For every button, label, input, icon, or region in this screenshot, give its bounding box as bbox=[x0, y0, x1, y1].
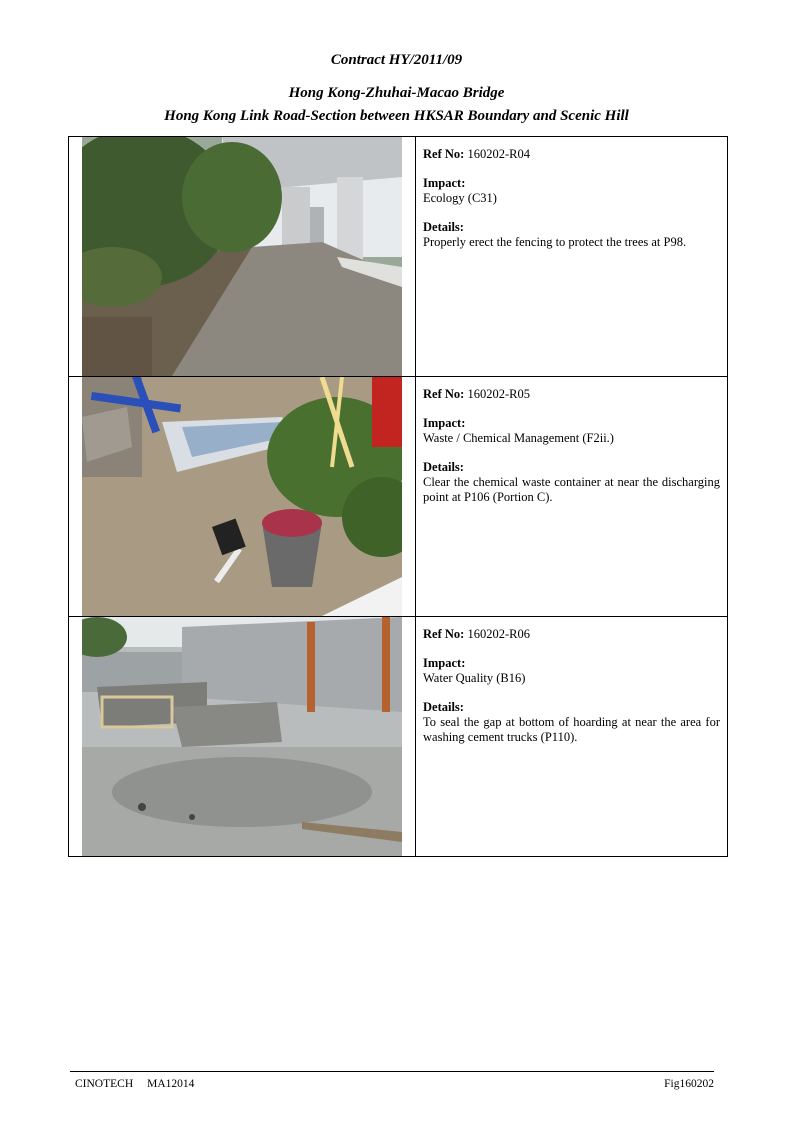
contract-title: Contract HY/2011/09 bbox=[330, 52, 463, 68]
section-title: Hong Kong Link Road-Section between HKSAR Boundary and Scenic Hill bbox=[164, 108, 629, 124]
impact-label: Impact: bbox=[423, 176, 466, 190]
photo-cell bbox=[69, 137, 416, 377]
details-label: Details: bbox=[423, 700, 464, 714]
info-cell bbox=[416, 137, 728, 377]
details-value: Properly erect the fencing to protect the trees at P98. bbox=[423, 235, 687, 249]
footer-divider bbox=[70, 1071, 714, 1072]
project-title: Hong Kong-Zhuhai-Macao Bridge bbox=[288, 85, 505, 101]
ref-label: Ref No: bbox=[423, 147, 465, 161]
site-photo-viaduct-trees bbox=[82, 137, 402, 376]
impact-value: Water Quality (B16) bbox=[423, 671, 526, 685]
footer-left bbox=[75, 1078, 194, 1090]
ref-value: 160202-R06 bbox=[467, 627, 530, 641]
impact-value: Waste / Chemical Management (F2ii.) bbox=[423, 431, 614, 445]
info-cell bbox=[416, 377, 728, 617]
table-row bbox=[69, 617, 728, 857]
site-photo-hoarding-gap bbox=[82, 617, 402, 856]
ref-label: Ref No: bbox=[423, 627, 465, 641]
observation-table bbox=[68, 136, 728, 857]
footer-doc: MA12014 bbox=[147, 1078, 195, 1090]
details-label: Details: bbox=[423, 460, 464, 474]
ref-value: 160202-R04 bbox=[467, 147, 530, 161]
impact-label: Impact: bbox=[423, 656, 466, 670]
footer-fig: Fig160202 bbox=[664, 1078, 714, 1090]
site-photo-chemical-container bbox=[82, 377, 402, 616]
ref-value: 160202-R05 bbox=[467, 387, 530, 401]
table-row bbox=[69, 137, 728, 377]
impact-value: Ecology (C31) bbox=[423, 191, 497, 205]
table-row bbox=[69, 377, 728, 617]
info-cell bbox=[416, 617, 728, 857]
details-value: To seal the gap at bottom of hoarding at near the area for washing cement trucks (P110). bbox=[423, 715, 720, 744]
photo-cell bbox=[69, 617, 416, 857]
photo-cell bbox=[69, 377, 416, 617]
impact-label: Impact: bbox=[423, 416, 466, 430]
details-value: Clear the chemical waste container at near the discharging point at P106 (Portion C). bbox=[423, 475, 720, 504]
footer-company: CINOTECH bbox=[75, 1078, 134, 1090]
ref-label: Ref No: bbox=[423, 387, 465, 401]
details-label: Details: bbox=[423, 220, 464, 234]
